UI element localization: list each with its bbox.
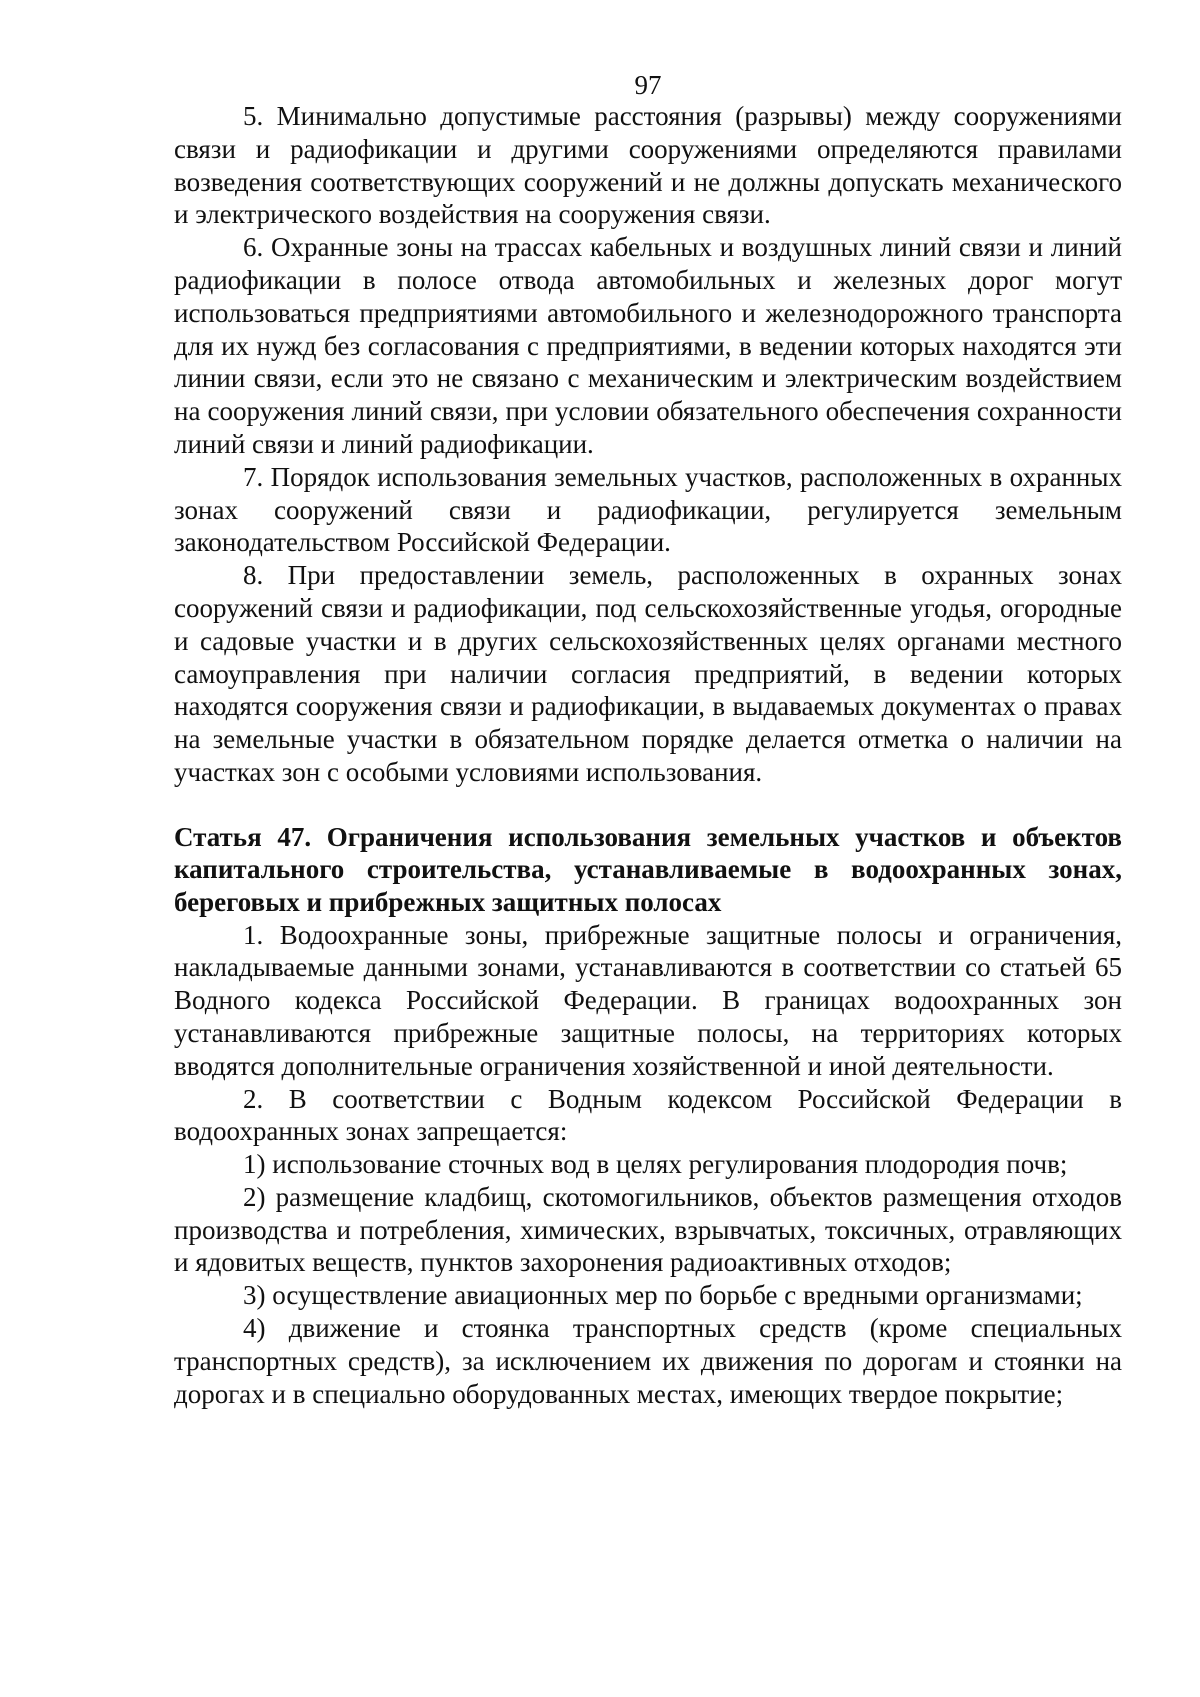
article-47-item-4: 4) движение и стоянка транспортных средств (кроме специальных транспортных средств), за исключением их движения по дорогам и стоянки на дорогах и в специально оборудованных местах, имеющих твердое покрытие; (174, 1313, 1122, 1409)
article-47-paragraph-1: 1. Водоохранные зоны, прибрежные защитные полосы и ограничения, накладываемые данными зонами, устанавливаются в соответствии со статьей 65 Водного кодекса Российской Федерации. В границах водоохранных зон устанавливаются прибрежные защитные полосы, на территориях которых вводятся дополнительные ограничения хозяйственной и иной деятельности. (174, 919, 1122, 1081)
article-47-item-1: 1) использование сточных вод в целях регулирования плодородия почв; (243, 1149, 1068, 1180)
article-47-heading: Статья 47. Ограничения использования земельных участков и объектов капитального строительства, устанавливаемые в водоохранных зонах, береговых и прибрежных защитных полосах (174, 821, 1122, 917)
article-47-item-3: 3) осуществление авиационных мер по борьбе с вредными организмами; (243, 1280, 1083, 1311)
paragraph-6: 6. Охранные зоны на трассах кабельных и воздушных линий связи и линий радиофикации в полосе отвода автомобильных и железных дорог могут использоваться предприятиями автомобильного и железнодорожного транспорта для их нужд без согласования с предприятиями, в ведении которых находятся эти линии связи, если это не связано с механическим и электрическим воздействием на сооружения линий связи, при условии обязательного обеспечения сохранности линий связи и линий радиофикации. (174, 232, 1122, 459)
article-47-item-2: 2) размещение кладбищ, скотомогильников, объектов размещения отходов производства и потребления, химических, взрывчатых, токсичных, отравляющих и ядовитых веществ, пунктов захоронения радиоактивных отходов; (174, 1181, 1122, 1278)
document-page (174, 70, 1122, 1670)
paragraph-8: 8. При предоставлении земель, расположенных в охранных зонах сооружений связи и радиофикации, под сельскохозяйственные угодья, огородные и садовые участки и в других сельскохозяйственных целях органами местного самоуправления при наличии согласия предприятий, в ведении которых находятся сооружения связи и радиофикации, в выдаваемых документах о правах на земельные участки в обязательном порядке делается отметка о наличии на участках зон с особыми условиями использования. (174, 560, 1122, 787)
paragraph-5: 5. Минимально допустимые расстояния (разрывы) между сооружениями связи и радиофикации и другими сооружениями определяются правилами возведения соответствующих сооружений и не должны допускать механического и электрического воздействия на сооружения связи. (174, 101, 1122, 230)
article-47-paragraph-2: 2. В соответствии с Водным кодексом Российской Федерации в водоохранных зонах запрещается: (174, 1083, 1122, 1147)
paragraph-7: 7. Порядок использования земельных участков, расположенных в охранных зонах сооружений связи и радиофикации, регулируется земельным законодательством Российской Федерации. (174, 461, 1122, 558)
page-number: 97 (634, 70, 662, 100)
